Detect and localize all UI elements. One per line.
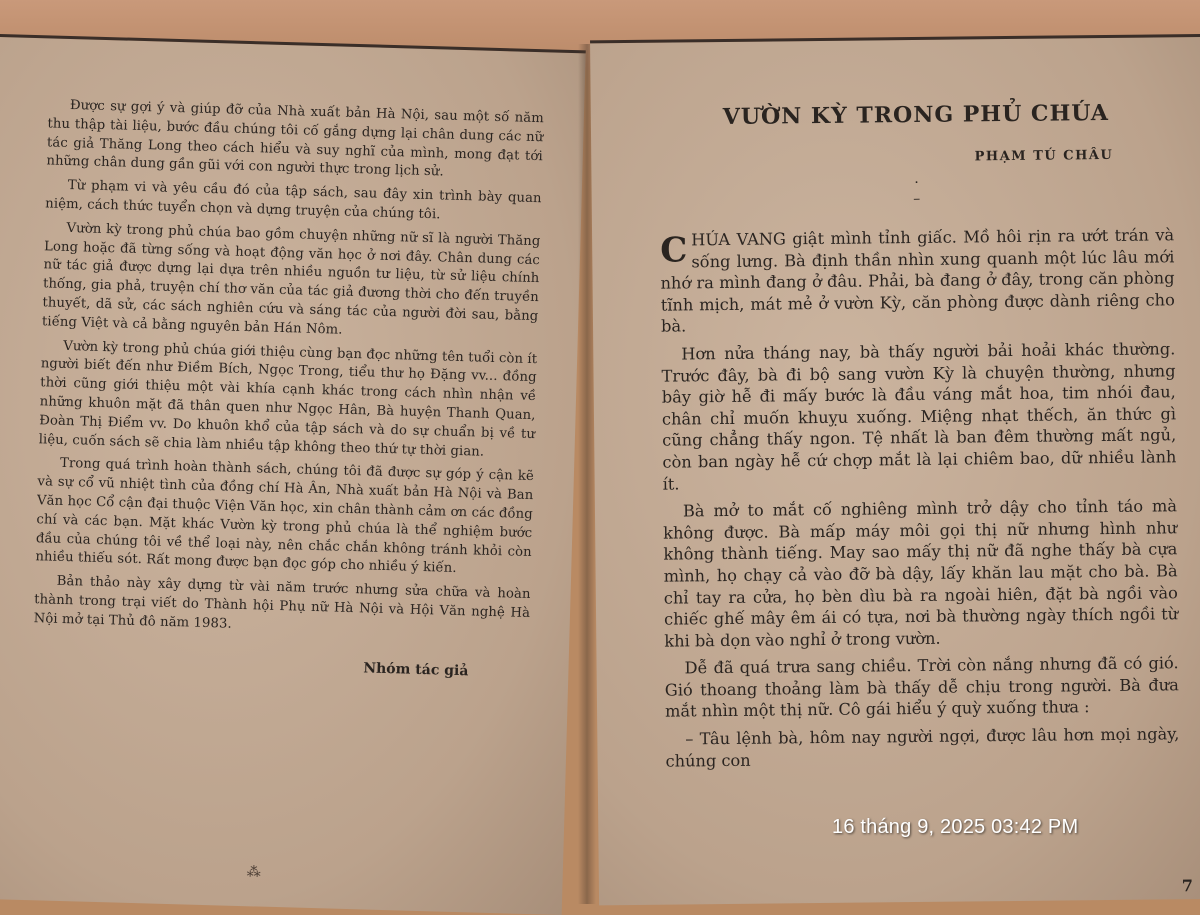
left-page [0, 34, 586, 915]
printer-mark-icon: ⁂ [246, 864, 261, 881]
open-book [0, 34, 1200, 899]
chapter-paragraph: Hơn nửa tháng nay, bà thấy người bải hoải khác thường. Trước đây, bà đi bộ sang vườn Kỳ là chuyện thường, nhưng bây giờ hễ đi mấy bước là đầu váng mắt hoa, tim nhói đau, chân chỉ muốn khuỵu xuống. Miệng nhạt thếch, ăn thức gì cũng chẳng thấy ngon. Tệ nhất là ban đêm thường mất ngủ, còn ban ngày hễ cứ chợp mắt là lại chiêm bao, dữ nhiều lành ít. [661, 339, 1177, 494]
photo-timestamp: 16 tháng 9, 2025 03:42 PM [832, 816, 1079, 838]
preface-paragraph: Từ phạm vi và yêu cầu đó của tập sách, sau đây xin trình bày quan niệm, cách thức tuyển chọn và dựng truyện của chúng tôi. [45, 178, 542, 223]
chapter-paragraph-text: HÚA VANG giật mình tỉnh giấc. Mồ hôi rịn ra ướt trán và sống lưng. Bà định thần nhìn xung quanh một lúc lâu mới nhớ ra mình đang ở đâu. Phải, bà đang ở đây, trong căn phòng tĩnh mịch, mát mẻ ở vườn Kỳ, căn phòng được dành riêng cho bà. [660, 225, 1175, 337]
preface-paragraph: Vườn kỳ trong phủ chúa bao gồm chuyện những nữ sĩ là người Thăng Long hoặc đã từng sống và hoạt động văn học ở nơi đây. Chân dung các nữ tác giả được dựng lại dựa trên nhiều nguồn tư liệu, từ sử liệu chính thống, gia phả, truyện chí thơ văn của tác giả đương thời cho đến truyền thuyết, dã sử, các sách nghiên cứu và sáng tác của người đời sau, bằng tiếng Việt và cả bằng nguyên bản Hán Nôm. [41, 220, 541, 338]
page-number: 7 [1181, 876, 1194, 896]
preface-paragraph: Vườn kỳ trong phủ chúa giới thiệu cùng bạn đọc những tên tuổi còn ít người biết đến như Điềm Bích, Ngọc Trong, tiểu thư họ Đặng vv... đồng thời cũng giới thiệu một vài khía cạnh khác trong cách nhìn nhận về những khuôn mặt đã thân quen như Ngọc Hân, Bà huyện Thanh Quan, Đoàn Thị Điểm vv. Do khuôn khổ của tập sách và do sự chuẩn bị về tư liệu, cuốn sách sẽ chia làm nhiều tập không theo thứ tự thời gian. [38, 338, 538, 460]
chapter-paragraph [660, 224, 1175, 337]
preface-paragraph: Bản thảo này xây dựng từ vài năm trước nhưng sửa chữa và hoàn thành trong trại viết do Thành hội Phụ nữ Hà Nội và Hội Văn nghệ Hà Nội mở tại Thủ đô năm 1983. [33, 573, 531, 632]
preface-paragraph: Trong quá trình hoàn thành sách, chúng tôi đã được sự góp ý cận kẽ và sự cổ vũ nhiệt tình của đồng chí Hà Ân, Nhà xuất bản Hà Nội và Ban Văn học Cổ cận đại thuộc Viện Văn học, xin chân thành cảm ơn các đồng chí và các bạn. Mặt khác Vườn kỳ trong phủ chúa là thể nghiệm bước đầu của chúng tôi về thể loại này, nên chắc chắn không tránh khỏi còn nhiều thiếu sót. Rất mong được bạn đọc góp cho nhiều ý kiến. [35, 456, 535, 577]
right-page [590, 34, 1200, 905]
preface-paragraph: Được sự gợi ý và giúp đỡ của Nhà xuất bản Hà Nội, sau một số năm thu thập tài liệu, bước đầu chúng tôi cố gắng dựng lại chân dung các nữ tác giả Thăng Long theo cách hiểu và suy nghĩ của mình, mong đạt tới những chân dung gần gũi với con người thực trong lịch sử. [46, 97, 545, 180]
chapter-paragraph: Dễ đã quá trưa sang chiều. Trời còn nắng nhưng đã có gió. Gió thoang thoảng làm bà thấy dễ chịu trong người. Bà đưa mắt nhìn một thị nữ. Cô gái hiểu ý quỳ xuống thưa : [664, 653, 1179, 722]
chapter-paragraph: – Tâu lệnh bà, hôm nay người ngợi, được lâu hơn mọi ngày, chúng con [665, 724, 1180, 771]
chapter-title: VƯỜN KỲ TRONG PHỦ CHÚA [722, 99, 1110, 131]
chapter-paragraph: Bà mở to mắt cố nghiêng mình trở dậy cho tỉnh táo mà không được. Bà mấp máy môi gọi thị nữ nhưng hình như không thành tiếng. May sao mấy thị nữ đã nghe thấy bà cựa mình, họ chạy cả vào đỡ bà dậy, lấy khăn lau mặt cho bà. Bà chỉ tay ra cửa, họ bèn dìu bà ra ngoài hiên, đặt bà ngồi vào chiếc ghế mây êm ái có tựa, nơi bà thường ngày thích ngồi từ khi bà dọn vào nghỉ ở trong vườn. [663, 496, 1179, 651]
preface-signature: Nhóm tác giả [363, 659, 469, 679]
preface-text [33, 96, 544, 642]
chapter-text [660, 224, 1180, 772]
ornament-icon: · – [913, 174, 921, 208]
drop-cap: C [660, 230, 688, 271]
chapter-author: PHẠM TÚ CHÂU [974, 147, 1114, 165]
